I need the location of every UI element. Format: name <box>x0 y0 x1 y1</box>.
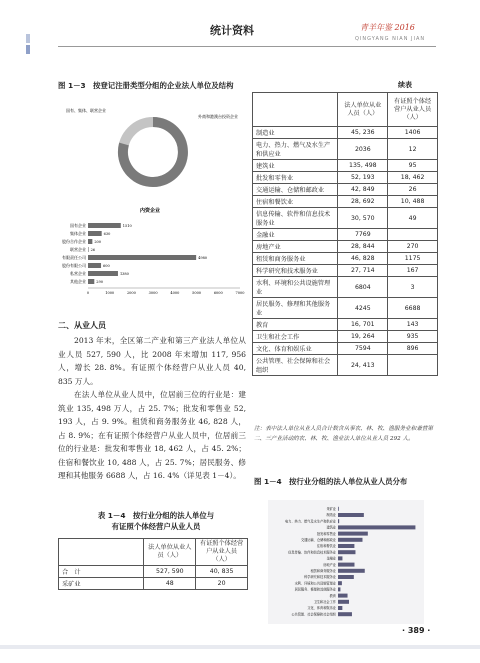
axis-tick-label: 4000 <box>170 291 180 295</box>
cell-value: 935 <box>388 331 438 343</box>
cell-value: 52, 193 <box>338 172 388 184</box>
row-label: 租赁和商务服务业 <box>253 253 338 265</box>
table-row <box>253 253 438 265</box>
bar-category-label: 其他企业 <box>70 279 86 284</box>
table-row <box>253 298 438 319</box>
row-label: 交通运输、仓储和邮政业 <box>253 184 338 196</box>
bar-category-label: 卫生和社会工作 <box>313 600 336 604</box>
cell-value: 20 <box>196 578 248 590</box>
bar-value-label: 1510 <box>122 224 132 228</box>
yearbook-title: 青羊年鉴 2016 <box>360 23 415 32</box>
cell-value: 2036 <box>338 139 388 160</box>
bar-category-label: 信息传输、软件和信息技术服务业 <box>288 550 336 555</box>
cell-value: 24, 413 <box>338 355 388 376</box>
page-number: · 389 · <box>402 626 431 635</box>
table-row <box>253 196 438 208</box>
cell-value: 40, 835 <box>196 566 248 578</box>
bar-category-label: 联营企业 <box>70 247 86 252</box>
bar-category-label: 国有企业 <box>70 223 86 228</box>
donut-label-2: 外商和港澳台投资企业 <box>198 114 238 119</box>
row-label: 教育 <box>253 319 338 331</box>
col-header-individual: 有证照个体经营户从业人员（人） <box>196 539 248 566</box>
cell-value: 27, 714 <box>338 265 388 277</box>
row-label: 科学研究和技术服务业 <box>253 265 338 277</box>
donut-label-1: 国有、集体、联营企业 <box>66 108 106 113</box>
axis-tick-label: 0 <box>86 291 90 295</box>
paragraph-1: 2013 年末，全区第二产业和第三产业法人单位从业人员 527, 590 人，比 2008 年末增加 117, 956 人，增长 28. 8%。有证照个体经营户从业人员 40, 835 万人。 <box>58 336 246 386</box>
bar <box>88 263 101 268</box>
bar <box>338 600 349 604</box>
bar-value-label: 630 <box>103 232 111 236</box>
section-2-body <box>58 334 246 483</box>
axis-tick-label: 7000 <box>235 291 245 295</box>
bar-category-label: 有限责任公司 <box>62 255 86 260</box>
bar <box>338 532 368 536</box>
cell-value: 28, 692 <box>338 196 388 208</box>
bar <box>88 231 102 236</box>
bar <box>88 247 89 252</box>
cell-value: 30, 570 <box>338 208 388 229</box>
row-label: 金融业 <box>253 229 338 241</box>
row-label: 公共管理、社会保障和社会组织 <box>253 355 338 376</box>
bar-category-label: 水利、环境和公共设施管理业 <box>294 581 336 586</box>
table-1-4-continued <box>252 92 438 376</box>
table-row <box>59 578 248 590</box>
bar <box>338 606 342 610</box>
cell-value: 16, 701 <box>338 319 388 331</box>
bottom-band <box>0 645 480 649</box>
bar <box>338 538 362 542</box>
bar-value-label: 26 <box>90 248 96 252</box>
bar <box>338 519 339 523</box>
table-row <box>253 265 438 277</box>
bar-caption: 内资企业 <box>140 208 161 214</box>
bar-category-label: 采矿业 <box>326 507 336 511</box>
table-1-4 <box>58 538 248 590</box>
row-label: 居民服务、修理和其他服务业 <box>253 298 338 319</box>
table-row <box>253 139 438 160</box>
continued-marker: 续表 <box>398 81 412 89</box>
bar-value-label: 200 <box>94 240 102 244</box>
table-row <box>253 184 438 196</box>
cell-value: 135, 498 <box>338 160 388 172</box>
cell-value: 12 <box>388 139 438 160</box>
bar-value-label: 290 <box>96 280 103 284</box>
row-label: 卫生和社会工作 <box>253 331 338 343</box>
bar <box>338 525 415 529</box>
bar-category-label: 科学研究和技术服务业 <box>304 575 336 580</box>
table-row <box>253 229 438 241</box>
header-rule <box>58 46 436 47</box>
bar <box>338 550 355 554</box>
cell-value: 28, 844 <box>338 241 388 253</box>
bar <box>338 563 354 567</box>
cell-value: 1175 <box>388 253 438 265</box>
table-1-4-title: 表 1－4 按行业分组的法人单位与 有证照个体经营户从业人员 <box>97 511 215 531</box>
section-2-heading: 二、从业人员 <box>58 321 106 330</box>
cell-value: 6688 <box>388 298 438 319</box>
bar-category-label: 房地产业 <box>323 562 336 567</box>
col-header-legal: 法人单位从业人员（人） <box>338 93 388 127</box>
cell-value: 19, 264 <box>338 331 388 343</box>
cell-value <box>388 355 438 376</box>
cell-value: 26 <box>388 184 438 196</box>
axis-tick-label: 2000 <box>126 291 136 295</box>
table-row <box>253 160 438 172</box>
bar-chart-1-3 <box>62 222 244 295</box>
bar-value-label: 4980 <box>198 256 208 260</box>
table-row <box>253 172 438 184</box>
row-label: 文化、体育和娱乐业 <box>253 343 338 355</box>
bar-category-label: 电力、热力、燃气及水生产和供应业 <box>285 519 336 524</box>
bar-category-label: 教育 <box>329 593 336 598</box>
cell-value: 896 <box>388 343 438 355</box>
bar <box>338 513 364 517</box>
row-label: 合 计 <box>59 566 144 578</box>
table-row <box>253 208 438 229</box>
table-row <box>253 355 438 376</box>
yearbook-pinyin: QINGYANG NIAN JIAN <box>355 36 426 42</box>
bar-category-label: 股份有限公司 <box>62 263 86 268</box>
bar-value-label: 1380 <box>119 272 129 276</box>
cell-value: 7594 <box>338 343 388 355</box>
table-row <box>253 127 438 139</box>
cell-value: 7769 <box>338 229 388 241</box>
bar <box>338 581 342 585</box>
cell-value: 6804 <box>338 277 388 298</box>
cell-value: 46, 828 <box>338 253 388 265</box>
bar-category-label: 居民服务、修理和其他服务业 <box>294 587 336 592</box>
bar-category-label: 租赁和商务服务业 <box>310 569 336 573</box>
cell-value: 4245 <box>338 298 388 319</box>
col-header-individual: 有证照个体经营户从业人员（人） <box>388 93 438 127</box>
bar <box>88 223 121 228</box>
bar <box>338 587 340 591</box>
bar-category-label: 住宿和餐饮业 <box>316 544 336 549</box>
cell-value: 3 <box>388 277 438 298</box>
bar <box>338 612 352 616</box>
row-label: 水利、环境和公共设施管理业 <box>253 277 338 298</box>
axis-tick-label: 1000 <box>105 291 115 295</box>
cell-value: 1406 <box>388 127 438 139</box>
cell-value: 95 <box>388 160 438 172</box>
bar-category-label: 批发和零售业 <box>316 531 336 536</box>
row-label: 房地产业 <box>253 241 338 253</box>
bar-category-label: 制造业 <box>326 513 336 518</box>
bar-category-label: 私营企业 <box>70 271 86 276</box>
bar <box>88 279 94 284</box>
bar-category-label: 集体企业 <box>70 231 86 236</box>
table-row <box>59 566 248 578</box>
figure-1-4-chart <box>268 500 424 624</box>
figure-1-4-title: 图 1－4 按行业分组的法人单位从业人员分布 <box>254 477 408 486</box>
bar-category-label: 股份合作企业 <box>62 239 86 244</box>
cell-value: 45, 236 <box>338 127 388 139</box>
bar <box>88 271 118 276</box>
bar-value-label: 600 <box>103 264 110 268</box>
cell-value: 49 <box>388 208 438 229</box>
cell-value: 270 <box>388 241 438 253</box>
bar <box>338 556 342 560</box>
cell-value: 10, 488 <box>388 196 438 208</box>
cell-value: 42, 849 <box>338 184 388 196</box>
paragraph-2: 在法人单位从业人员中，位居前三位的行业是：建筑业 135, 498 万人，占 25. 7%；批发和零售业 52, 193 人，占 9. 9%。租赁和商务服务业 46, 828 人，占 8. 9%；在有证照个体经营户从业人员中，位居前三位的行业是：批发和零售业 18, 462 人，占 45. 2%；住宿和餐饮业 10, 488 人，占 25. 7%；居民服务、修理和其他服务 6688 人，占 16. 4%（详见表 1－4）。 <box>58 390 246 480</box>
bar-category-label: 交通运输、仓储和邮政业 <box>300 538 336 542</box>
bar <box>338 569 365 573</box>
axis-tick-label: 3000 <box>148 291 158 295</box>
figure-1-3-chart <box>58 104 248 300</box>
table-row <box>253 241 438 253</box>
row-label: 信息传输、软件和信息技术服务业 <box>253 208 338 229</box>
bar <box>338 594 348 598</box>
bar-category-label: 文化、体育和娱乐业 <box>307 606 336 611</box>
axis-tick-label: 6000 <box>213 291 223 295</box>
bar-category-label: 公共管理、社会保障和社会组织 <box>291 612 336 617</box>
figure-1-3-title: 图 1－3 按登记注册类型分组的企业法人单位及结构 <box>58 81 234 90</box>
table-row <box>253 343 438 355</box>
table-row <box>253 331 438 343</box>
row-label: 建筑业 <box>253 160 338 172</box>
bar-category-label: 建筑业 <box>326 525 336 530</box>
row-label: 住宿和餐饮业 <box>253 196 338 208</box>
bar <box>338 544 354 548</box>
donut-chart <box>123 122 183 182</box>
section-title: 统计资料 <box>210 24 254 37</box>
bar <box>88 255 196 260</box>
axis-tick-label: 5000 <box>192 291 202 295</box>
table-row <box>253 319 438 331</box>
col-header-legal: 法人单位从业人员（人） <box>144 539 196 566</box>
bar <box>338 507 339 511</box>
cell-value: 48 <box>144 578 196 590</box>
bar <box>88 239 92 244</box>
table-note: 注：表中法人单位从业人员合计数含从事农、林、牧、渔服务业和兼营第二、三产业活动的农、林、牧、渔业法人单位从业人员 292 人。 <box>254 426 434 442</box>
table-row <box>253 277 438 298</box>
cell-value: 527, 590 <box>144 566 196 578</box>
side-decoration <box>26 34 30 62</box>
row-label: 批发和零售业 <box>253 172 338 184</box>
bar <box>338 575 354 579</box>
row-label: 制造业 <box>253 127 338 139</box>
row-label: 采矿业 <box>59 578 144 590</box>
cell-value: 143 <box>388 319 438 331</box>
row-label: 电力、热力、燃气及水生产和供应业 <box>253 139 338 160</box>
bar-category-label: 金融业 <box>326 556 336 561</box>
cell-value: 167 <box>388 265 438 277</box>
cell-value: 18, 462 <box>388 172 438 184</box>
cell-value <box>388 229 438 241</box>
